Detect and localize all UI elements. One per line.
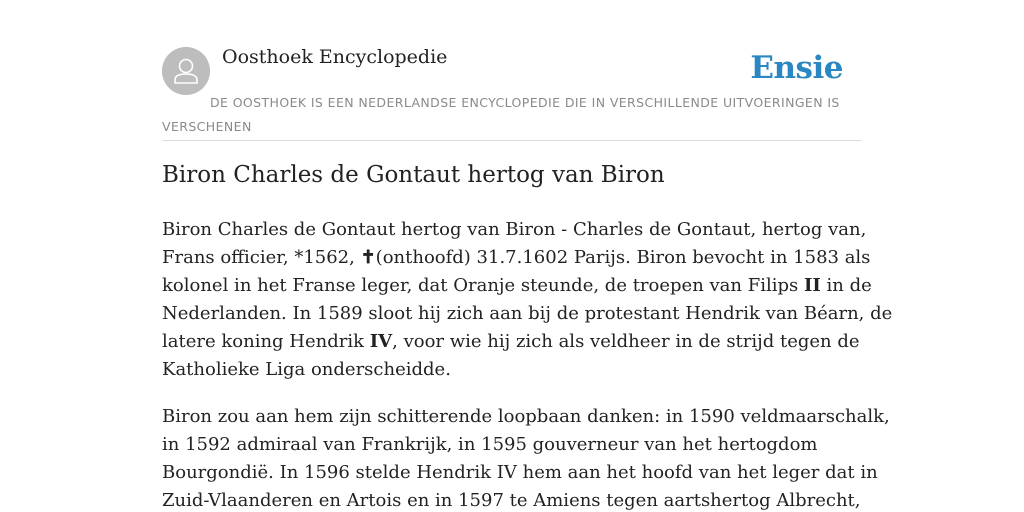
line-text: Frans officier, *1562, [162,247,361,268]
paragraph-line: Katholieke Liga onderscheidde. [162,359,451,380]
line-text: latere koning Hendrik [162,331,370,352]
roman-numeral: II [803,275,821,296]
roman-numeral: IV [369,331,393,352]
site-name[interactable]: Oosthoek Encyclopedie [222,46,448,68]
paragraph-line [162,272,872,300]
paragraph-line: Biron Charles de Gontaut hertog van Biron - Charles de Gontaut, hertog van, [162,219,867,240]
user-icon [162,47,210,95]
brand-logo[interactable]: Ensie [750,50,843,86]
page-container [162,0,893,511]
site-header [162,0,862,141]
paragraph-line: Zuid-Vlaanderen en Artois en in 1597 te Amiens tegen aartshertog Albrecht, [162,490,861,511]
paragraph-line [162,328,862,356]
paragraph-line: Bourgondië. In 1596 stelde Hendrik IV hem aan het hoofd van het leger dat in [162,462,878,483]
article-paragraph-2 [162,403,890,512]
paragraph-line: in 1592 admiraal van Frankrijk, in 1595 gouverneur van het hertogdom [162,434,818,455]
paragraph-line [162,244,871,272]
site-tagline: DE OOSTHOEK IS EEN NEDERLANDSE ENCYCLOPEDIE DIE IN VERSCHILLENDE UITVOERINGEN IS VERSCHENEN [162,95,840,134]
line-text: kolonel in het Franse leger, dat Oranje steunde, de troepen van Filips [162,275,804,296]
paragraph-line: Nederlanden. In 1589 sloot hij zich aan bij de protestant Hendrik van Béarn, de [162,303,893,324]
paragraph-line: Biron zou aan hem zijn schitterende loopbaan danken: in 1590 veldmaarschalk, [162,406,890,427]
article-paragraph-1 [162,216,893,384]
avatar[interactable] [162,47,210,95]
line-text: (onthoofd) 31.7.1602 Parijs. Biron bevocht in 1583 als [375,247,871,268]
death-symbol: ✝ [360,247,376,268]
line-text: in de [820,275,872,296]
article-title: Biron Charles de Gontaut hertog van Biron [162,162,665,188]
line-text: , voor wie hij zich als veldheer in de strijd tegen de [392,331,860,352]
